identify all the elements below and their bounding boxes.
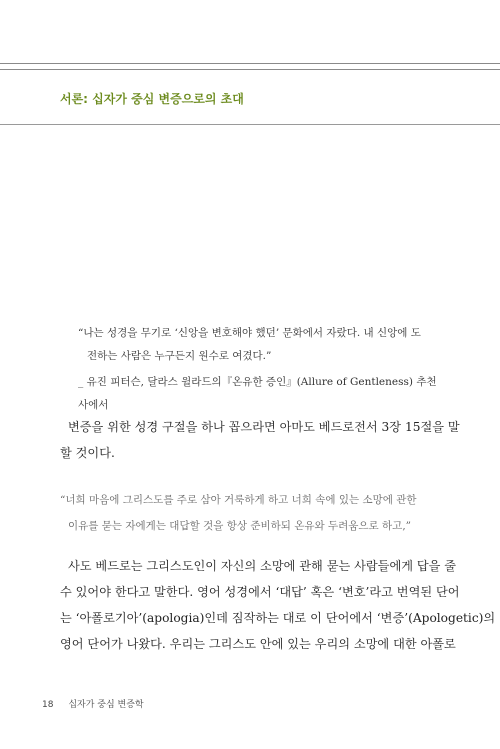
chapter-title: 서론: 십자가 중심 변증으로의 초대 (60, 92, 244, 106)
running-title: 십자가 중심 변증학 (68, 700, 144, 710)
scripture-line-1: “너희 마음에 그리스도를 주로 삼아 거룩하게 하고 너희 속에 있는 소망에 관한 (60, 494, 417, 506)
paragraph-1 (60, 414, 460, 466)
page-footer (42, 697, 144, 710)
paragraph-2-line: 수 있어야 한다고 말한다. 영어 성경에서 ‘대답’ 혹은 ‘변호’라고 번역된 단어 (60, 585, 460, 599)
epigraph-quote-line-2: 전하는 사람은 누구든지 원수로 여겼다.” (87, 350, 272, 362)
epigraph (78, 322, 438, 417)
epigraph-source: _ 유진 피터슨, 달라스 윌라드의『온유한 증인』(Allure of Gentleness) 추천사에서 (78, 376, 437, 411)
chapter-divider (0, 124, 500, 125)
paragraph-2-line: 사도 베드로는 그리스도인이 자신의 소망에 관해 묻는 사람들에게 답을 줄 (68, 559, 457, 573)
header-rule-top (0, 63, 500, 64)
paragraph-2-line: 영어 단어가 나왔다. 우리는 그리스도 안에 있는 우리의 소망에 대한 아폴로 (60, 637, 456, 651)
header-rule-bottom (0, 69, 500, 70)
paragraph-2-line: 는 ‘아폴로기아’(apologia)인데 짐작하는 대로 이 단어에서 ‘변증’(Apologetic)의 (60, 611, 496, 625)
page-number: 18 (42, 700, 54, 710)
epigraph-quote-line-1: “나는 성경을 무기로 ‘신앙을 변호해야 했던’ 문화에서 자랐다. 내 신앙에 도 (78, 327, 421, 339)
paragraph-2 (60, 553, 496, 657)
paragraph-1-line: 할 것이다. (60, 446, 115, 460)
paragraph-1-line: 변증을 위한 성경 구절을 하나 꼽으라면 아마도 베드로전서 3장 15절을 말 (68, 420, 460, 434)
scripture-quote (60, 487, 444, 539)
scripture-line-2: 이유를 묻는 자에게는 대답할 것을 항상 준비하되 온유와 두려움으로 하고,” (68, 520, 412, 532)
